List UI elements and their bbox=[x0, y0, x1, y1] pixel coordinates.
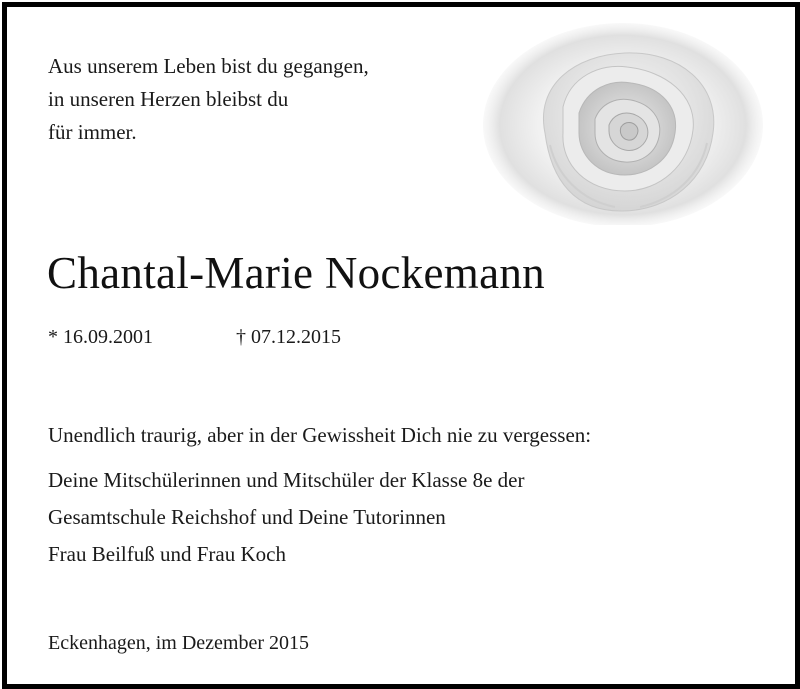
condolence-intro: Unendlich traurig, aber in der Gewissheit Dich nie zu vergessen: bbox=[48, 423, 592, 447]
poem-line-1: Aus unserem Leben bist du gegangen, bbox=[48, 54, 369, 78]
white-rose-icon bbox=[475, 15, 765, 225]
life-dates bbox=[48, 323, 341, 351]
mourners-line-3: Frau Beilfuß und Frau Koch bbox=[48, 542, 286, 566]
place-and-date: Eckenhagen, im Dezember 2015 bbox=[48, 632, 310, 654]
obituary-notice bbox=[2, 2, 800, 689]
death-date: † 07.12.2015 bbox=[236, 326, 341, 348]
memorial-poem bbox=[48, 50, 369, 149]
poem-line-3: für immer. bbox=[48, 120, 137, 144]
mourners-line-2: Gesamtschule Reichshof und Deine Tutorinnen bbox=[48, 505, 446, 529]
deceased-name: Chantal-Marie Nockemann bbox=[47, 248, 545, 298]
poem-line-2: in unseren Herzen bleibst du bbox=[48, 87, 289, 111]
mourners-line-1: Deine Mitschülerinnen und Mitschüler der Klasse 8e der bbox=[48, 468, 525, 492]
mourners-list bbox=[48, 462, 524, 573]
birth-date: * 16.09.2001 bbox=[48, 326, 153, 348]
